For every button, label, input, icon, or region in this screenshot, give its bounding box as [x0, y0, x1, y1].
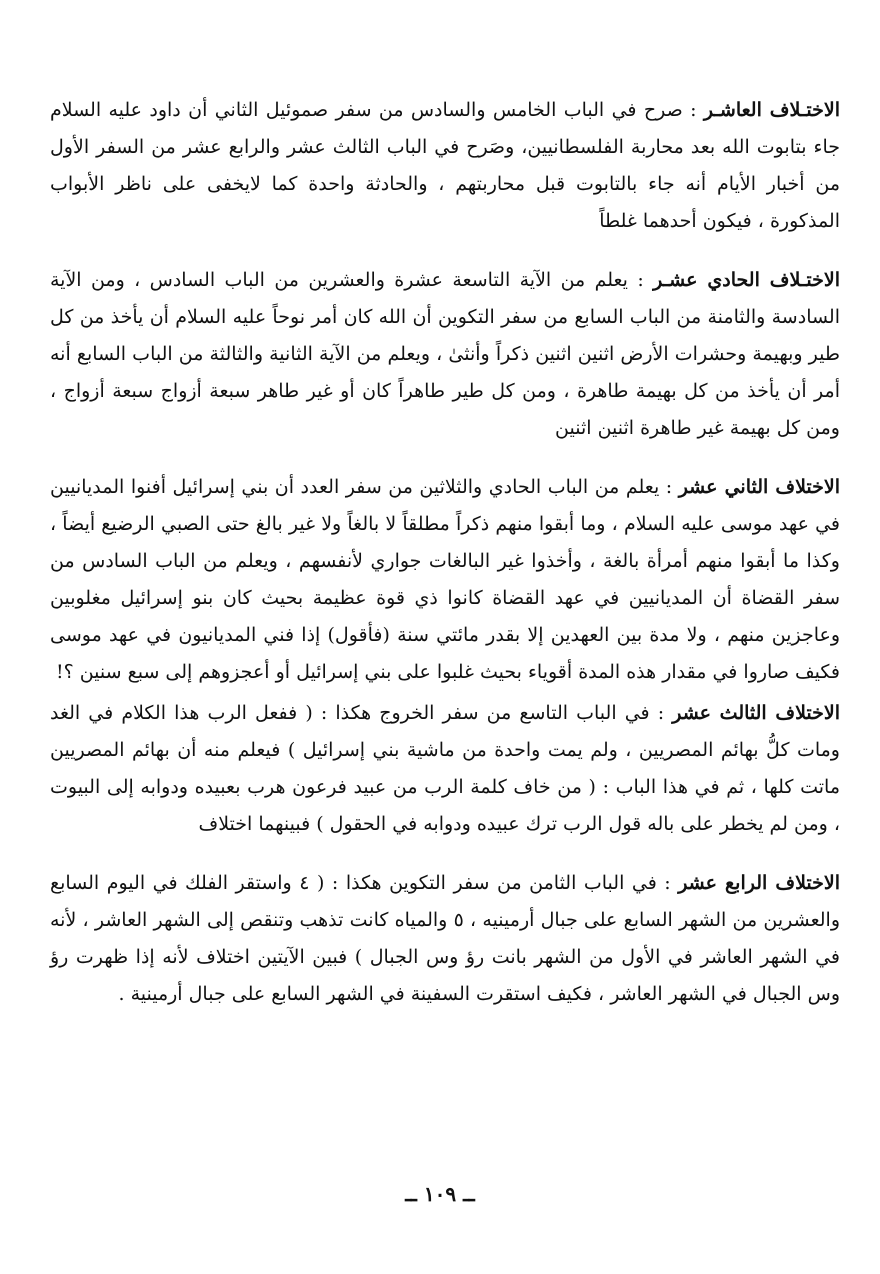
paragraph-fourteenth-difference [50, 865, 840, 1013]
paragraph-heading: الاختلاف الرابع عشر [678, 872, 841, 894]
paragraph-body: : في الباب التاسع من سفر الخروج هكذا : ( ففعل الرب هذا الكلام في الغد ومات كلُّ بهائم المصريين ، ولم يمت واحدة من ماشية بني إسرائيل ) فيعلم منه أن بهائم المصريين ماتت كلها ، ثم في هذا الباب : ( من خاف كلمة الرب من عبيد فرعون هرب بعبيده ودوابه إلى البيوت ، ومن لم يخطر على باله قول الرب ترك عبيده ودوابه في الحقول ) فبينهما اختلاف [50, 702, 840, 835]
paragraph-twelfth-difference [50, 469, 840, 691]
paragraph-eleventh-difference [50, 262, 840, 447]
page-number: ــ ١٠٩ ــ [405, 1182, 475, 1206]
paragraph-heading: الاختـلاف العاشـر [703, 99, 840, 121]
paragraph-heading: الاختلاف الثاني عشر [678, 476, 840, 498]
paragraph-body: : يعلم من الباب الحادي والثلاثين من سفر العدد أن بني إسرائيل أفنوا المديانيين في عهد موسى عليه السلام ، وما أبقوا منهم ذكراً مطلقاً لا بالغاً ولا غير بالغ حتى الصبي الرضيع أيضاً ، وكذا ما أبقوا منهم أمرأة بالغة ، وأخذوا غير البالغات جواري لأنفسهم ، ويعلم من الباب السادس من سفر القضاة أن المديانيين في عهد القضاة كانوا ذي قوة عظيمة بحيث كان بنو إسرائيل مغلوبين وعاجزين منهم ، ولا مدة بين العهدين إلا بقدر مائتي سنة (فأقول) إذا فني المديانيون في عهد موسى فكيف صاروا في مقدار هذه المدة أقوياء بحيث غلبوا على بني إسرائيل أو أعجزوهم إلى سبع سنين ؟! [50, 476, 840, 683]
paragraph-tenth-difference [50, 92, 840, 240]
paragraph-body: : في الباب الثامن من سفر التكوين هكذا : ( ٤ واستقر الفلك في اليوم السابع والعشرين من الشهر السابع على جبال أرمينيه ، ٥ والمياه كانت تذهب وتنقص إلى الشهر العاشر ، لأنه في الشهر العاشر في الأول من الشهر بانت رؤ وس الجبال ) فبين الآيتين اختلاف لأنه إذا ظهرت رؤ وس الجبال في الشهر العاشر ، فكيف استقرت السفينة في الشهر السابع على جبال أرمينية . [50, 872, 840, 1005]
paragraph-heading: الاختـلاف الحادي عشـر [653, 269, 840, 291]
paragraph-body: : صرح في الباب الخامس والسادس من سفر صموئيل الثاني أن داود عليه السلام جاء بتابوت الله بعد محاربة الفلسطانيين، وصَرح في الباب الثالث عشر والرابع عشر من السفر الأول من أخبار الأيام أنه جاء بالتابوت قبل محاربتهم ، والحادثة واحدة كما لايخفى على ناظر الأبواب المذكورة ، فيكون أحدهما غلطاً [50, 99, 840, 232]
paragraph-body: : يعلم من الآية التاسعة عشرة والعشرين من الباب السادس ، ومن الآية السادسة والثامنة من الباب السابع من سفر التكوين أن الله كان أمر نوحاً عليه السلام أن يأخذ من كل طير وبهيمة وحشرات الأرض اثنين اثنين ذكراً وأنثىٰ ، ويعلم من الآية الثانية والثالثة من الباب السابع أنه أمر أن يأخذ من كل بهيمة طاهرة ، ومن كل طير طاهراً كان أو غير طاهر سبعة أزواج سبعة أزواج ، ومن كل بهيمة غير طاهرة اثنين اثنين [50, 269, 840, 439]
paragraph-heading: الاختلاف الثالث عشر [672, 702, 840, 724]
paragraph-thirteenth-difference [50, 695, 840, 843]
